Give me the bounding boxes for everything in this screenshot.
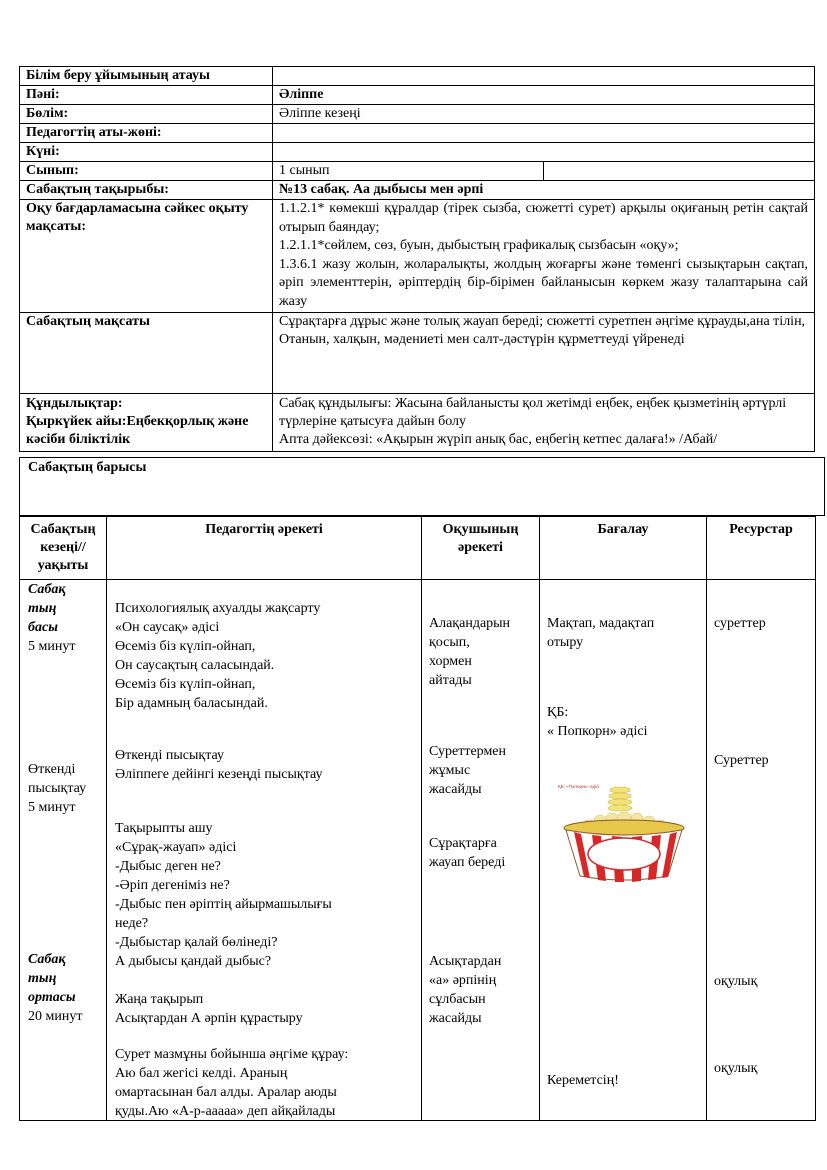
teacher-label: Педагогтің аты-жөні: [20,124,273,143]
teacher-block-2: Өткенді пысықтау Әліппеге дейінгі кезеңді пысықтау [115,748,323,782]
subject-value: Әліппе [273,86,815,105]
class-value: 1 сынып [273,162,544,181]
day-value [273,143,815,162]
popcorn-bucket-icon [564,820,684,882]
col-student: Оқушының әрекеті [422,517,540,580]
class-extra [544,162,815,181]
teacher-block-1: Психологиялық ахуалды жақсарту «Он саусақ» әдісі Өсеміз біз күліп-ойнап, Он саусақтың саласындай. Өсеміз біз күліп-ойнап, Бір адамның баласындай. [115,601,321,711]
student-action-3: Сұрақтарға жауап береді [429,836,506,870]
popcorn-caption: ҚБ: «Попкорн» әдісі [558,784,600,789]
stage-review: Өткенді пысықтау 5 минут [28,762,87,815]
objective-2: 1.2.1.1*сөйлем, сөз, буын, дыбыстың графикалық сызбасын «оқу»; [279,238,679,253]
col-assessment: Бағалау [540,517,707,580]
section-value: Әліппе кезеңі [273,105,815,124]
resource-3: оқулық [714,974,758,989]
day-label: Күні: [20,143,273,162]
objectives-value [273,200,815,313]
teacher-block-5: Сурет мазмұны бойынша әңгіме құрау: Аю бал жегісі келді. Араның омартасынан бал алды. Аралар аюды қуды.Аю «А-р-ааааа» деп айқайлады [115,1047,349,1119]
student-column [422,580,540,1121]
values-text [273,394,815,452]
resource-1: суреттер [714,616,766,631]
objectives-label: Оқу бағдарламасына сәйкес оқыту мақсаты: [20,200,273,313]
col-resources: Ресурстар [707,517,816,580]
student-action-4: Асықтардан «а» әрпінің сұлбасын жасайды [429,954,502,1026]
stage-start: Сабақ тың басы 5 минут [28,582,76,654]
student-action-1: Алақандарын қосып, хормен айтады [429,616,511,688]
section-label: Бөлім: [20,105,273,124]
goal-value: Сұрақтарға дұрыс және толық жауап береді; сюжетті суретпен әңгіме құрауды,ана тілін, Отанын, халқын, мәдениеті мен салт-дәстүрін құрметтеуді үйренеді [273,313,815,394]
assessment-column [540,580,707,1121]
teacher-block-3: Тақырыпты ашу «Сұрақ-жауап» әдісі -Дыбыс деген не? -Әріп дегеніміз не? -Дыбыс пен әріптің айырмашылығы неде? -Дыбыстар қалай бөлінеді? А дыбысы қандай дыбыс? [115,821,332,969]
topic-label: Сабақтың тақырыбы: [20,181,273,200]
values-label-1: Құндылықтар: [26,396,123,411]
popcorn-image [552,780,702,885]
class-label: Сынып: [20,162,273,181]
teacher-value [273,124,815,143]
values-text-2: Апта дәйексөзі: «Ақырын жүріп анық бас, еңбегің кетпес далаға!» /Абай/ [279,432,718,447]
lesson-progress-table [19,516,816,1121]
objective-3: 1.3.6.1 жазу жолын, жоларалықты, жолдың жоғарғы және төменгі сызықтарын сақтап, әріп элементтерін, әріптердің бір-бірімен байланысын көркем жазу талаптарына сай жазу [279,256,808,309]
assessment-2: ҚБ: « Попкорн» әдісі [547,705,648,739]
lesson-info-table [19,66,815,452]
progress-title: Сабақтың барысы [19,457,825,516]
resources-column [707,580,816,1121]
col-stage: Сабақтың кезеңі// уақыты [20,517,107,580]
org-label: Білім беру ұйымының атауы [20,67,273,86]
values-label [20,394,273,452]
values-label-2: Қыркүйек айы:Еңбекқорлық және кәсіби біліктілік [26,414,249,447]
org-value [273,67,815,86]
stage-middle: Сабақ тың ортасы 20 минут [28,952,83,1024]
teacher-block-4: Жаңа тақырып Асықтардан А әрпін құрастыру [115,992,303,1026]
stage-column [20,580,107,1121]
teacher-column [107,580,422,1121]
goal-label: Сабақтың мақсаты [20,313,273,394]
resource-4: оқулық [714,1061,758,1076]
subject-label: Пәні: [20,86,273,105]
topic-value: №13 сабақ. Аа дыбысы мен әрпі [273,181,815,200]
objective-1: 1.1.2.1* көмекші құралдар (тірек сызба, сюжетті сурет) арқылы оқиғаның ретін сақтай отырып баяндау; [279,201,808,235]
col-teacher: Педагогтің әрекеті [107,517,422,580]
assessment-3: Кереметсің! [547,1073,619,1088]
assessment-1: Мақтап, мадақтап отыру [547,616,655,650]
values-text-1: Сабақ құндылығы: Жасына байланысты қол жетімді еңбек, еңбек қызметінің әртүрлі түрлеріне қатысуға дайын болу [279,396,787,429]
student-action-2: Суреттермен жұмыс жасайды [429,744,507,797]
resource-2: Суреттер [714,753,769,768]
